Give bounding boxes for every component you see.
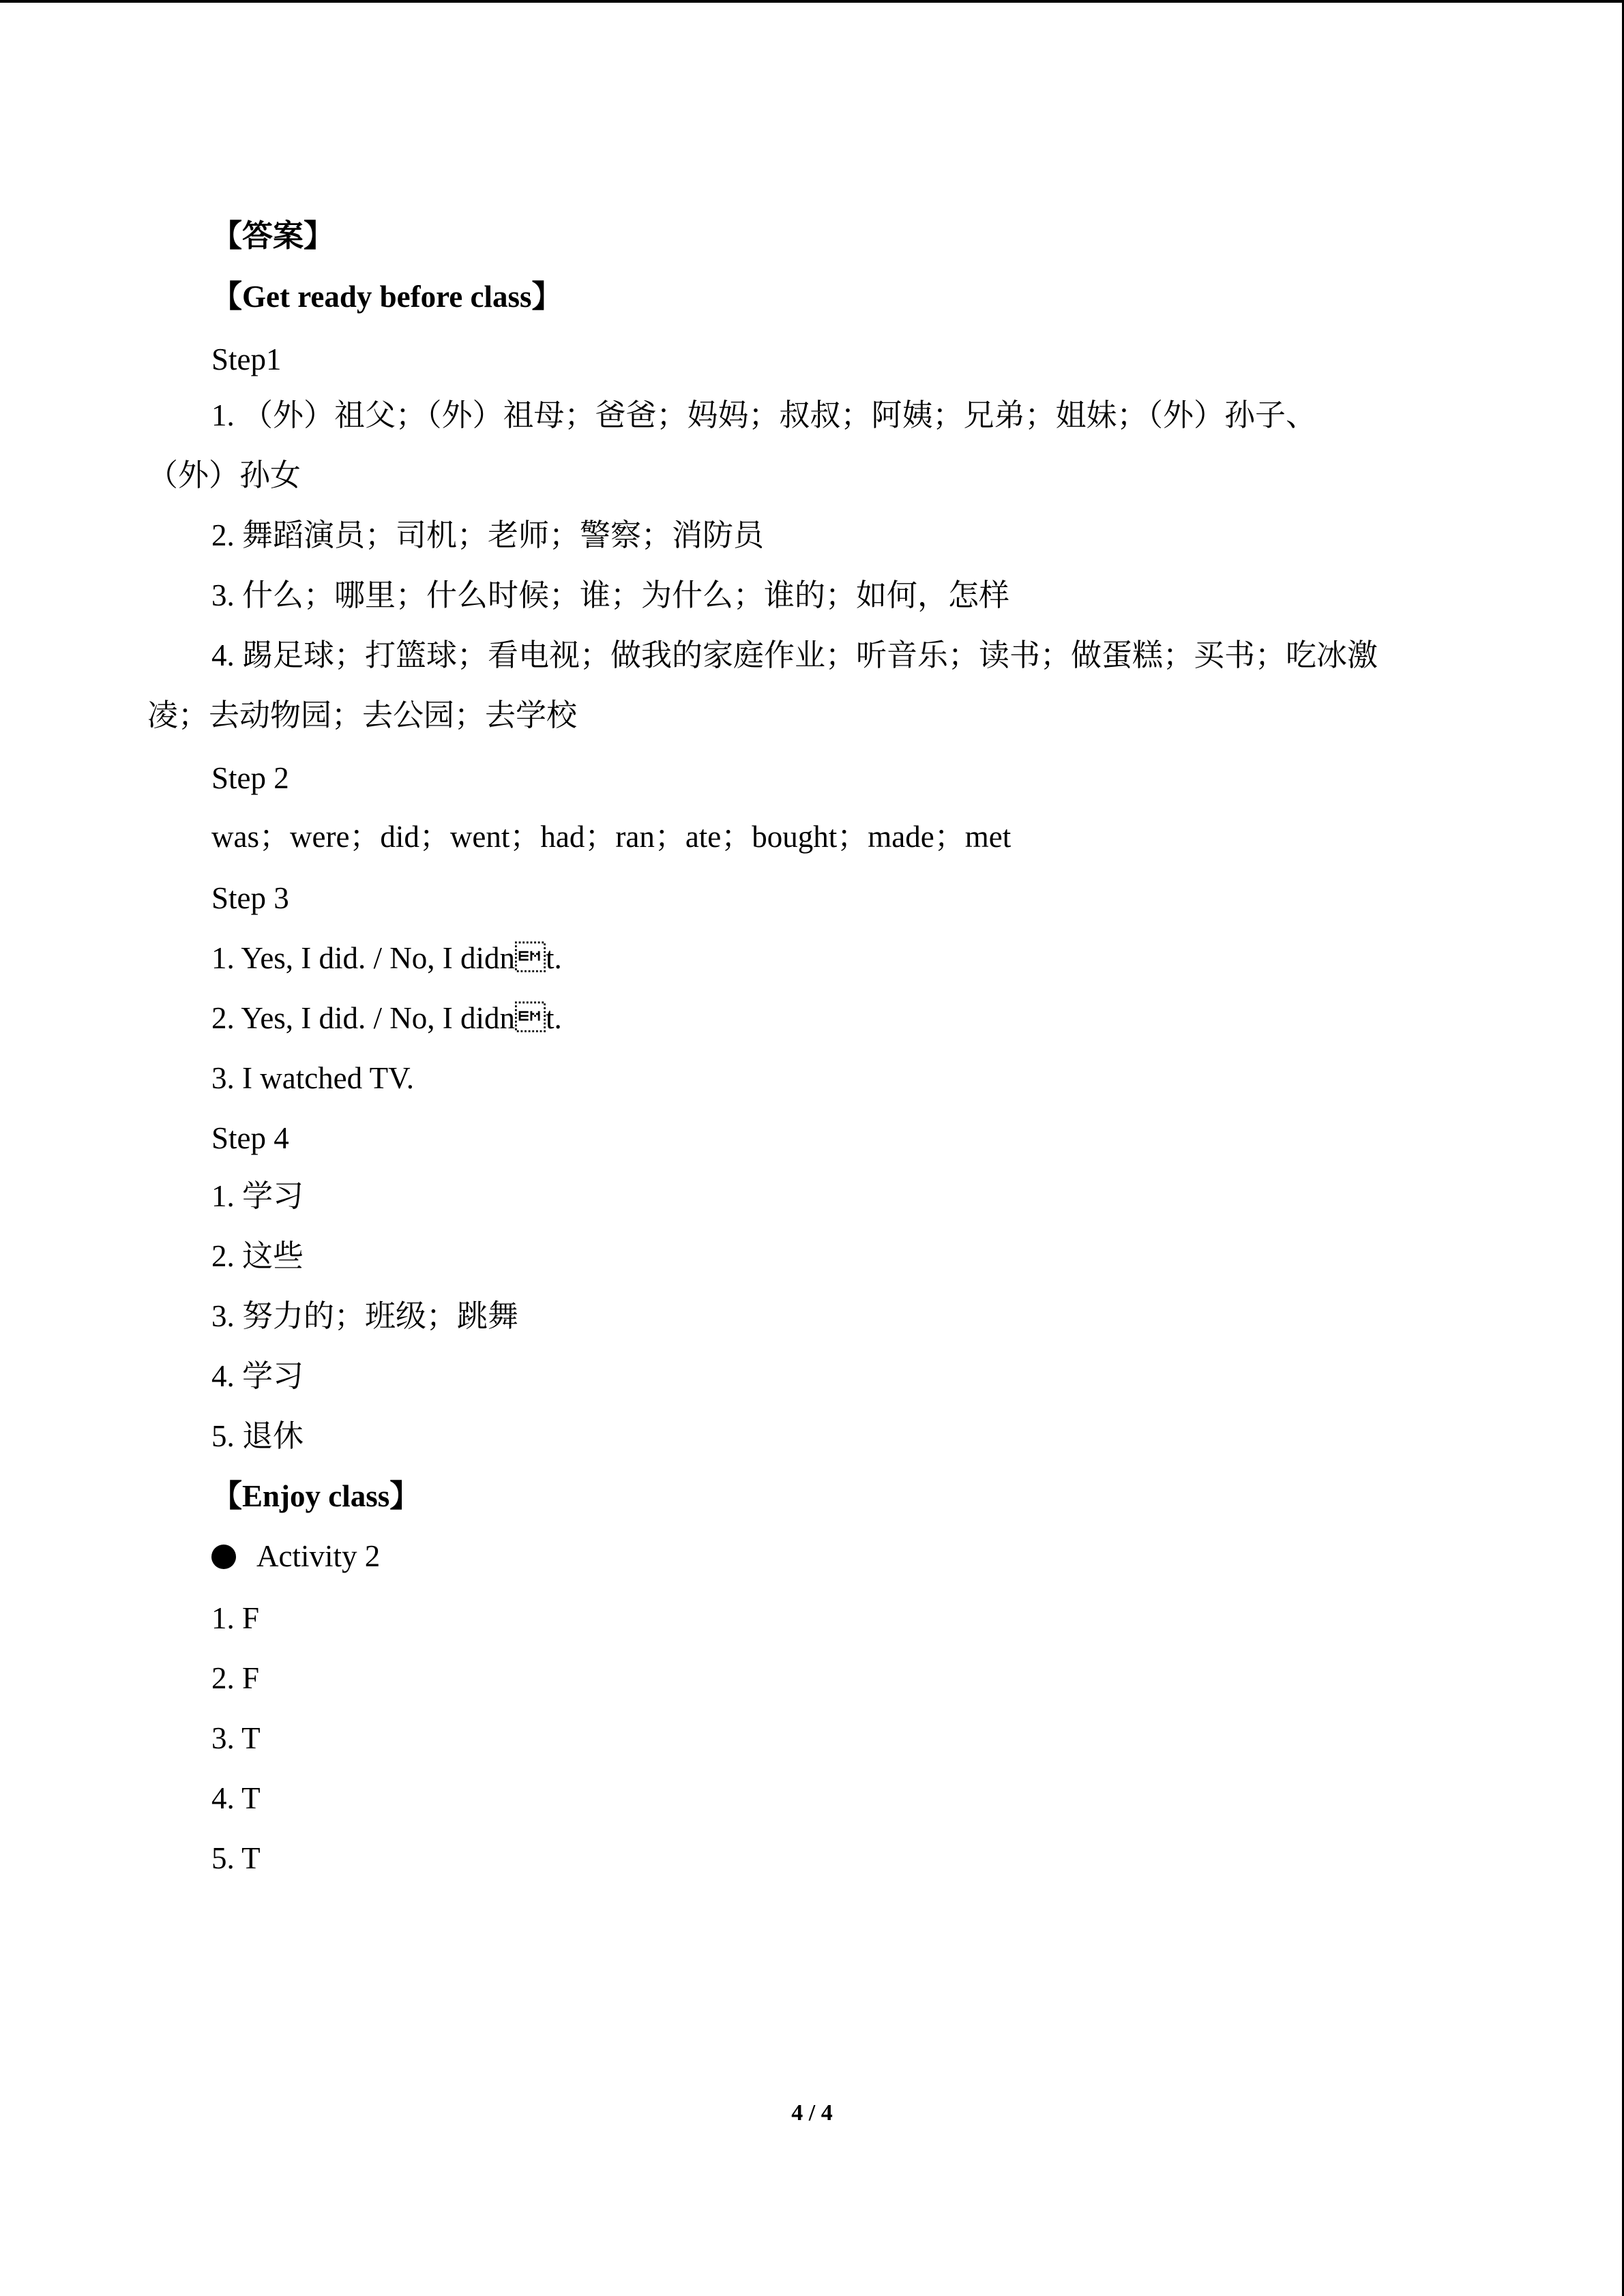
- activity-heading: [211, 1536, 380, 1577]
- step2-label: Step 2: [211, 761, 289, 795]
- step1-item-4: 4. 踢足球；打篮球；看电视；做我的家庭作业；听音乐；读书；做蛋糕；买书；吃冰激: [211, 638, 1378, 672]
- step1-item-2: 2. 舞蹈演员；司机；老师；警察；消防员: [211, 518, 765, 552]
- step1-label: Step1: [211, 342, 282, 376]
- step3-label: Step 3: [211, 881, 289, 915]
- step4-item-1: 1. 学习: [211, 1179, 304, 1213]
- step4-item-4: 4. 学习: [211, 1359, 304, 1393]
- step4-item-2: 2. 这些: [211, 1239, 304, 1273]
- answer-heading: 【答案】: [211, 219, 335, 253]
- step1-item-4-continued: 凌；去动物园；去公园；去学校: [147, 698, 578, 732]
- activity-answer-1: 1. F: [211, 1601, 260, 1635]
- step4-item-5: 5. 退休: [211, 1419, 304, 1453]
- section-heading-enjoy-class: 【Enjoy class】: [211, 1479, 421, 1513]
- activity-label: Activity 2: [256, 1539, 381, 1573]
- activity-answer-5: 5. T: [211, 1841, 261, 1875]
- step1-item-1: 1. （外）祖父；（外）祖母；爸爸；妈妈；叔叔；阿姨；兄弟；姐妹；（外）孙子、: [211, 398, 1317, 432]
- page-number: 4 / 4: [791, 2100, 833, 2126]
- step2-text: was；were；did；went；had；ran；ate；bought；made；met: [211, 820, 1012, 854]
- section-heading-get-ready: 【Get ready before class】: [211, 280, 563, 314]
- step3-item-3: 3. I watched TV.: [211, 1061, 415, 1095]
- step4-item-3: 3. 努力的；班级；跳舞: [211, 1299, 519, 1333]
- page-border-top: [0, 0, 1624, 3]
- step1-item-1-continued: （外）孙女: [147, 458, 301, 492]
- step3-item-2: 2. Yes, I did. / No, I didnt.: [211, 1001, 562, 1035]
- step1-item-3: 3. 什么；哪里；什么时候；谁；为什么；谁的；如何，怎样: [211, 578, 1010, 612]
- bullet-icon: [211, 1545, 236, 1569]
- step4-label: Step 4: [211, 1121, 289, 1155]
- activity-answer-2: 2. F: [211, 1661, 260, 1695]
- step3-item-1: 1. Yes, I did. / No, I didnt.: [211, 941, 562, 975]
- activity-answer-3: 3. T: [211, 1721, 261, 1755]
- activity-answer-4: 4. T: [211, 1781, 261, 1815]
